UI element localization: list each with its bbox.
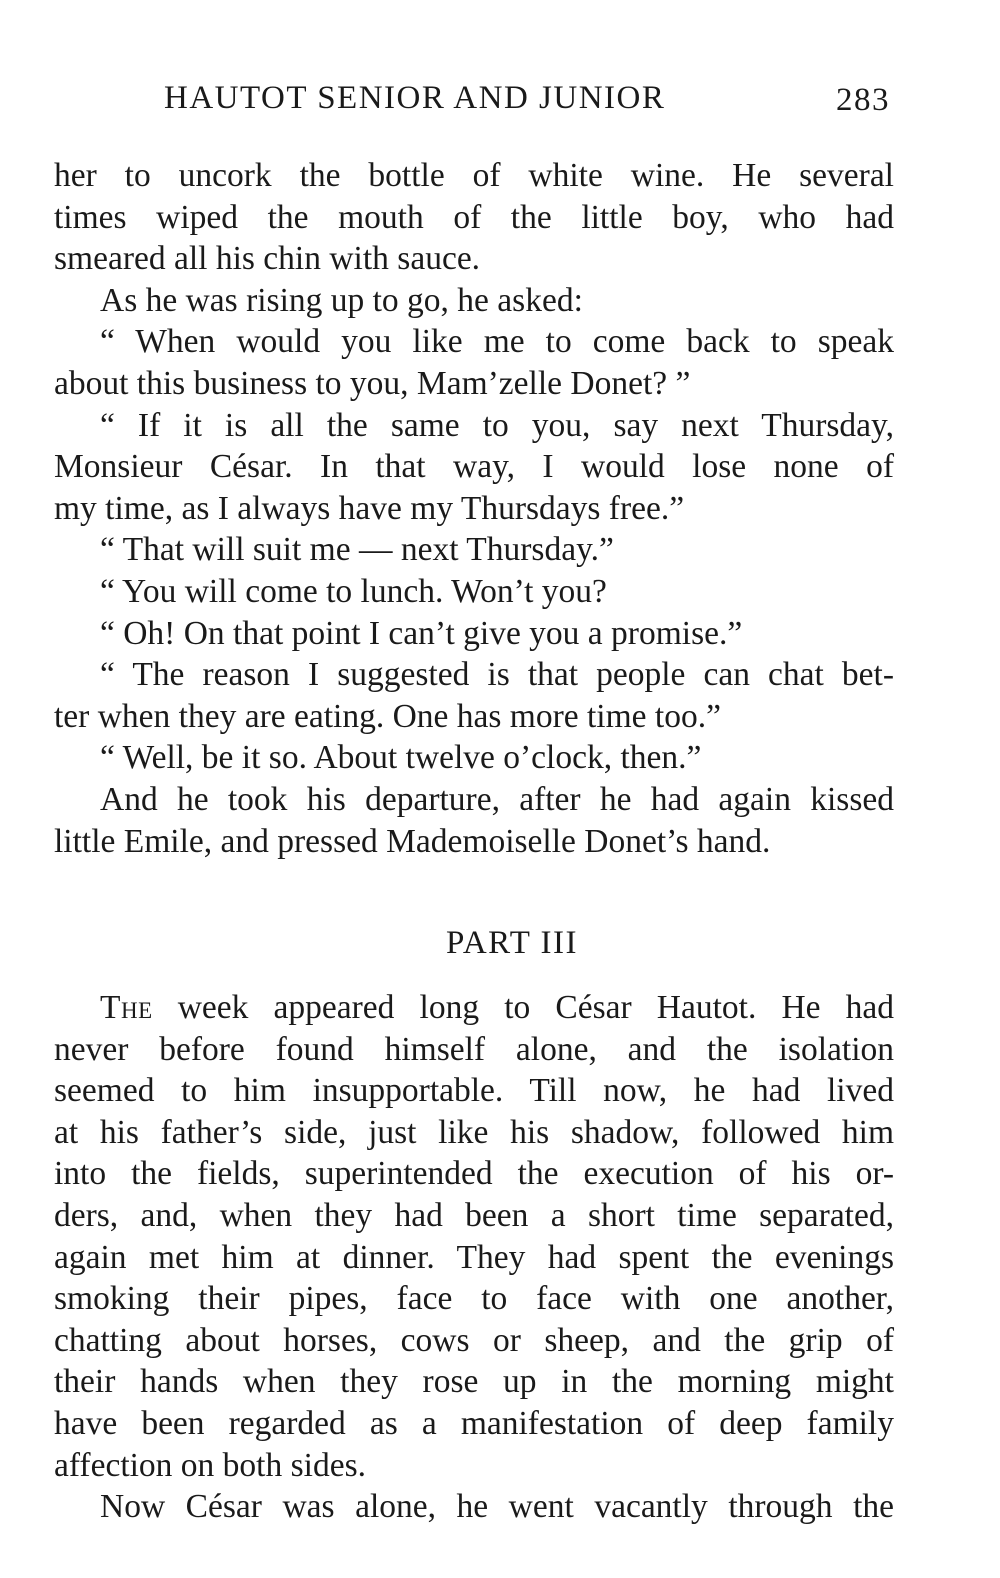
text-line: my time, as I always have my Thursdays free.” [54, 489, 685, 527]
text-line: their hands when they rose up in the morning might [54, 1363, 894, 1401]
section-one-text [54, 155, 894, 862]
text-line: again met him at dinner. They had spent the evenings [54, 1238, 894, 1276]
text-line: never before found himself alone, and the isolation [54, 1030, 894, 1068]
text-line: smoking their pipes, face to face with one another, [54, 1280, 894, 1318]
text-line: into the fields, superintended the execution of his or- [54, 1155, 894, 1193]
text-line: “ The reason I suggested is that people can chat bet- [100, 656, 894, 694]
text-line: ders, and, when they had been a short time separated, [54, 1196, 894, 1234]
text-line: As he was rising up to go, he asked: [100, 281, 583, 319]
text-line-first [54, 987, 894, 1029]
text-line: ter when they are eating. One has more time too.” [54, 697, 721, 735]
text-line: times wiped the mouth of the little boy, who had [54, 198, 894, 236]
text-line: seemed to him insupportable. Till now, he had lived [54, 1072, 894, 1110]
text-line: “ You will come to lunch. Won’t you? [100, 572, 607, 610]
section-heading: PART III [446, 925, 578, 961]
page-number: 283 [836, 82, 890, 118]
text-line: have been regarded as a manifestation of deep family [54, 1404, 894, 1442]
text-line: Monsieur César. In that way, I would lose none of [54, 448, 894, 486]
text-line: “ Oh! On that point I can’t give you a promise.” [100, 614, 743, 652]
running-title: HAUTOT SENIOR AND JUNIOR [164, 80, 666, 116]
text-line: And he took his departure, after he had again kissed [100, 780, 894, 818]
text-line: at his father’s side, just like his shadow, followed him [54, 1113, 894, 1151]
running-head [150, 80, 890, 126]
text-line: “ If it is all the same to you, say next Thursday, [100, 406, 894, 444]
text-line: “ When would you like me to come back to speak [100, 323, 894, 361]
text-line: “ Well, be it so. About twelve o’clock, then.” [100, 739, 702, 777]
text-line: chatting about horses, cows or sheep, and the grip of [54, 1321, 894, 1359]
text-line: little Emile, and pressed Mademoiselle Donet’s hand. [54, 822, 771, 860]
text-line: about this business to you, Mam’zelle Donet? ” [54, 364, 691, 402]
lead-word: The [100, 989, 153, 1026]
first-line-rest: week appeared long to César Hautot. He had [152, 989, 894, 1026]
text-line: her to uncork the bottle of white wine. He several [54, 157, 894, 194]
text-line: affection on both sides. [54, 1446, 366, 1484]
text-line: “ That will suit me — next Thursday.” [100, 531, 614, 569]
text-line: Now César was alone, he went vacantly through the [100, 1488, 894, 1526]
section-two-text [54, 987, 894, 1528]
text-line: smeared all his chin with sauce. [54, 240, 481, 278]
